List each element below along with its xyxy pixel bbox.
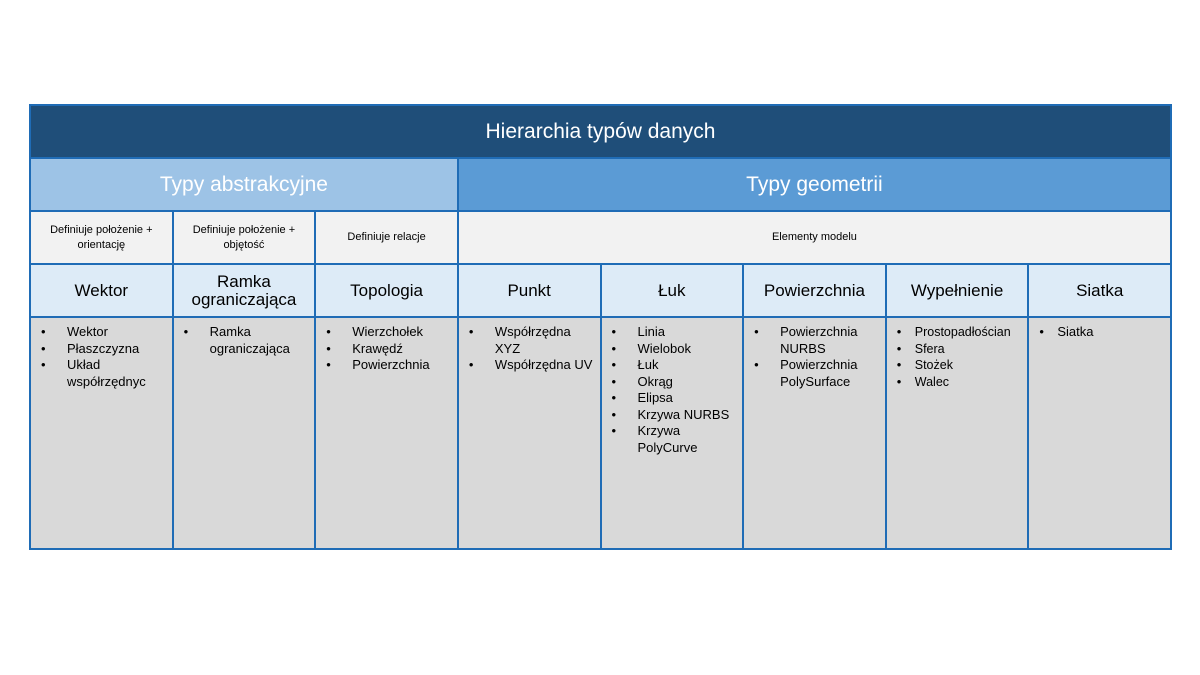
list-item: • Układ współrzędnyc (37, 357, 166, 390)
list-item: • Płaszczyzna (37, 341, 166, 358)
type-header-curve: Łuk (602, 265, 743, 316)
list-item: • Okrąg (608, 374, 737, 391)
list-item: • Współrzędna XYZ (465, 324, 594, 357)
type-list-topology (316, 318, 457, 548)
type-list-vector (31, 318, 172, 548)
bullet-list (1035, 324, 1164, 341)
type-header-bounding-box: Ramka ograniczająca (174, 265, 315, 316)
description-model-elements: Elementy modelu (459, 212, 1170, 263)
group-header-abstract: Typy abstrakcyjne (31, 159, 457, 210)
list-item: • Łuk (608, 357, 737, 374)
list-item: • Walec (893, 374, 1022, 391)
bullet-list (893, 324, 1022, 390)
table-title: Hierarchia typów danych (31, 106, 1170, 157)
bullet-list (322, 324, 451, 374)
type-list-point (459, 318, 600, 548)
bullet-list (750, 324, 879, 390)
type-header-surface: Powierzchnia (744, 265, 885, 316)
type-header-point: Punkt (459, 265, 600, 316)
list-item: • Krawędź (322, 341, 451, 358)
list-item: • Siatka (1035, 324, 1164, 341)
type-header-topology: Topologia (316, 265, 457, 316)
type-list-bounding-box (174, 318, 315, 548)
list-item: • Krzywa PolyCurve (608, 423, 737, 456)
bullet-list (465, 324, 594, 374)
list-item: • Sfera (893, 341, 1022, 358)
type-list-curve (602, 318, 743, 548)
list-item: • Powierzchnia NURBS (750, 324, 879, 357)
description-position-orientation: Definiuje położenie + orientację (31, 212, 172, 263)
description-relations: Definiuje relacje (316, 212, 457, 263)
list-item: • Powierzchnia PolySurface (750, 357, 879, 390)
bullet-list (180, 324, 309, 357)
list-item: • Wierzchołek (322, 324, 451, 341)
type-list-surface (744, 318, 885, 548)
data-type-hierarchy-table (29, 104, 1172, 550)
type-list-solid (887, 318, 1028, 548)
list-item: • Linia (608, 324, 737, 341)
bullet-list (608, 324, 737, 456)
group-header-geometry: Typy geometrii (459, 159, 1170, 210)
type-header-mesh: Siatka (1029, 265, 1170, 316)
type-header-vector: Wektor (31, 265, 172, 316)
description-position-volume: Definiuje położenie + objętość (174, 212, 315, 263)
list-item: • Krzywa NURBS (608, 407, 737, 424)
type-header-solid: Wypełnienie (887, 265, 1028, 316)
list-item: • Ramka ograniczająca (180, 324, 309, 357)
list-item: • Prostopadłościan (893, 324, 1022, 341)
type-list-mesh (1029, 318, 1170, 548)
list-item: • Powierzchnia (322, 357, 451, 374)
list-item: • Wielobok (608, 341, 737, 358)
list-item: • Elipsa (608, 390, 737, 407)
list-item: • Wektor (37, 324, 166, 341)
list-item: • Współrzędna UV (465, 357, 594, 374)
bullet-list (37, 324, 166, 390)
list-item: • Stożek (893, 357, 1022, 374)
